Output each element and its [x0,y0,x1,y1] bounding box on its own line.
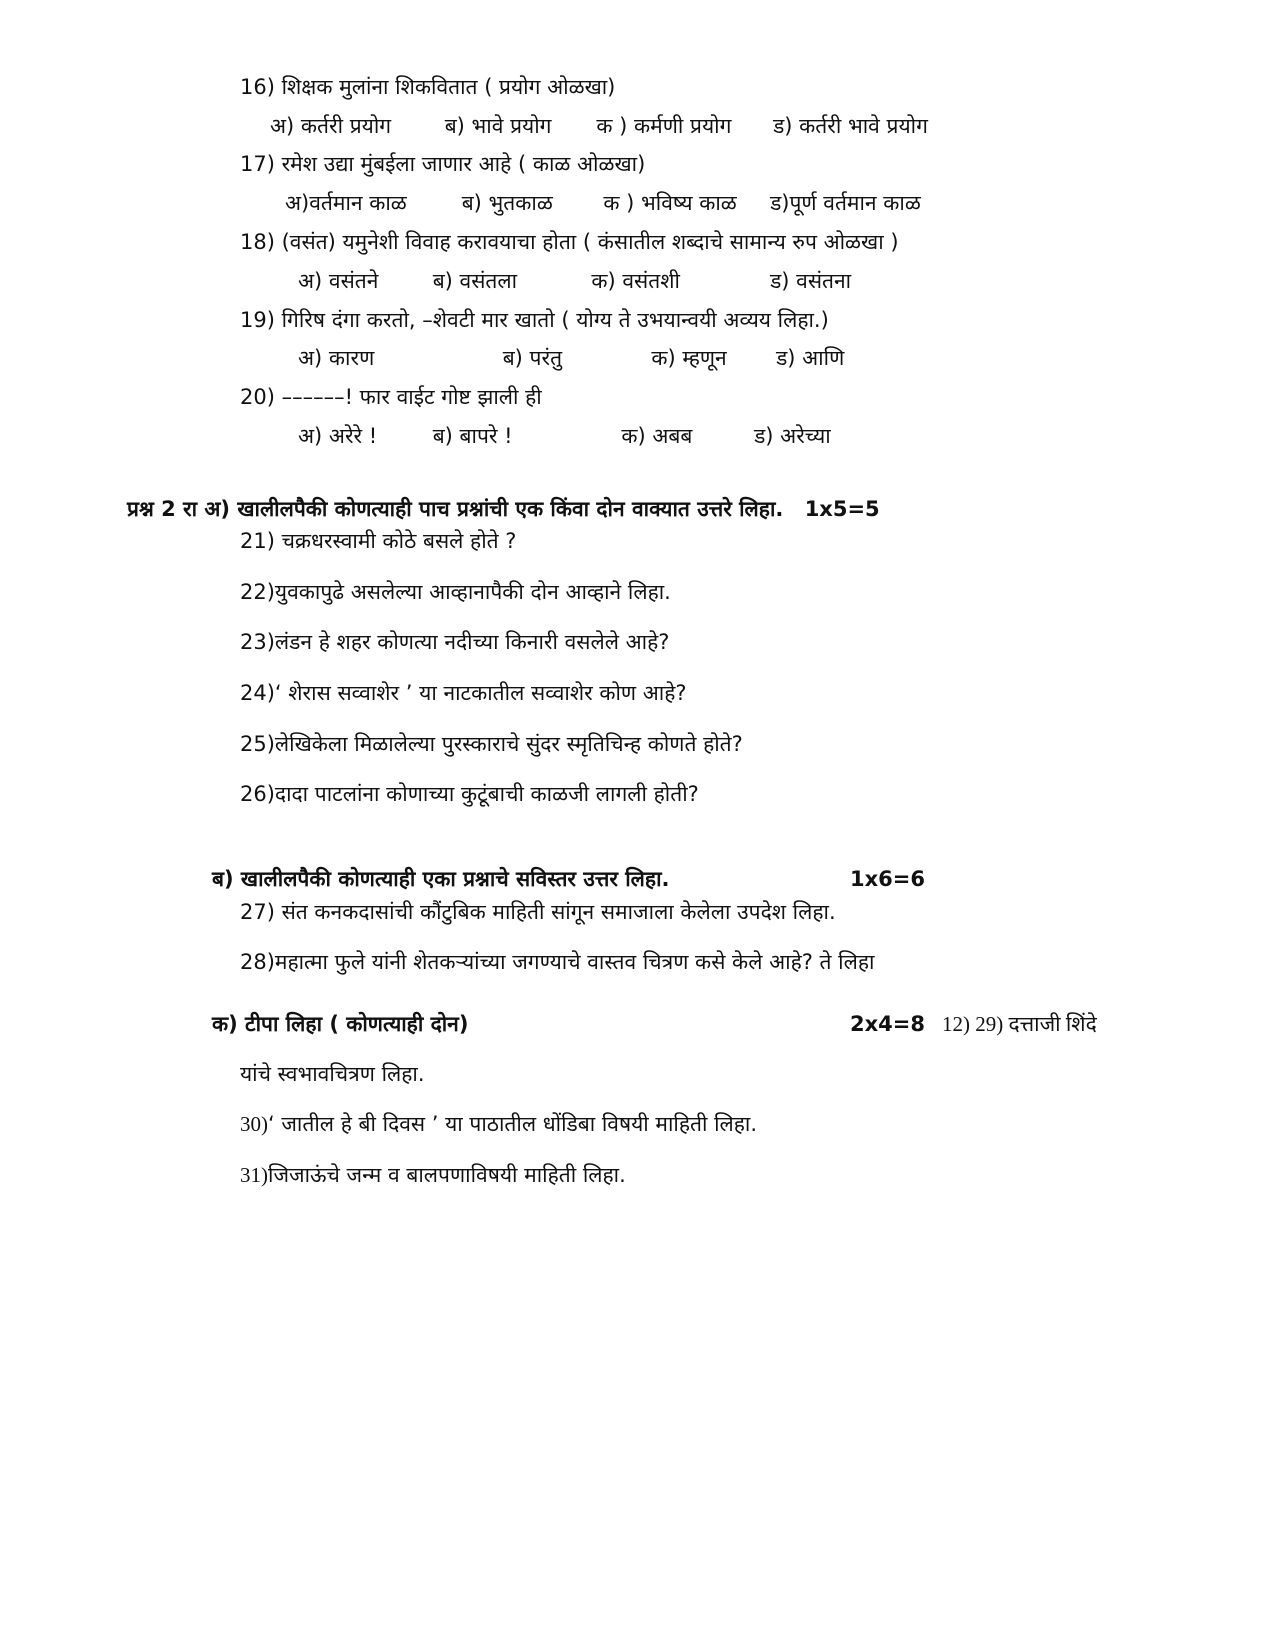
question-30-text: ‘ जातील हे बी दिवस ’ या पाठातील धोंडिबा विषयी माहिती लिहा. [268,1112,758,1136]
section-b-heading: ब) खालीलपैकी कोणत्याही एका प्रश्नाचे सविस्तर उत्तर लिहा. [212,867,670,891]
option: ब) वसंतला [432,269,518,293]
option: अ) कारण [298,346,375,370]
option: ब) बापरे ! [432,424,513,448]
question-28: 28)महात्मा फुले यांनी शेतकऱ्यांच्या जगण्याचे वास्तव चित्रण कसे केले आहे? ते लिहा [240,950,875,974]
question-29-continuation: यांचे स्वभावचित्रण लिहा. [240,1062,425,1086]
question-26: 26)दादा पाटलांना कोणाच्या कुटूंबाची काळजी लागली होती? [240,782,699,806]
question-30-number: 30) [240,1112,268,1136]
question-31-number: 31) [240,1163,268,1187]
section-2-heading [127,494,880,524]
question-16: 16) शिक्षक मुलांना शिकवितात ( प्रयोग ओळखा) [240,75,616,99]
option: ब) भुतकाळ [461,191,553,215]
question-29-inline: 12) 29) दत्ताजी शिंदे [942,1012,1097,1036]
option: ब) भावे प्रयोग [444,114,552,138]
question-20-options [298,421,831,451]
question-30 [240,1109,757,1139]
question-25: 25)लेखिकेला मिळालेल्या पुरस्काराचे सुंदर स्मृतिचिन्ह कोणते होते? [240,732,743,756]
option: ड) वसंतना [770,269,852,293]
option: क ) कर्मणी प्रयोग [596,114,732,138]
question-17-options [285,188,921,218]
question-18-options [298,266,851,296]
question-16-options [270,111,928,141]
question-19-options [298,343,844,373]
section-2-title: प्रश्न 2 रा अ) खालीलपैकी कोणत्याही पाच प्रश्नांची एक किंवा दोन वाक्यात उत्तरे लिहा. [127,497,784,521]
option: ड) कर्तरी भावे प्रयोग [773,114,928,138]
question-21: 21) चक्रधरस्वामी कोठे बसले होते ? [240,529,517,553]
option: क) म्हणून [651,346,727,370]
question-19: 19) गिरिष दंगा करतो, –शेवटी मार खातो ( योग्य ते उभयान्वयी अव्यय लिहा.) [240,308,829,332]
option: अ) कर्तरी प्रयोग [270,114,392,138]
option: क ) भविष्य काळ [603,191,737,215]
question-17: 17) रमेश उद्या मुंबईला जाणार आहे ( काळ ओळखा) [240,152,646,176]
question-18: 18) (वसंत) यमुनेशी विवाह करावयाचा होता ( कंसातील शब्दाचे सामान्य रुप ओळखा ) [240,230,899,254]
question-24: 24)‘ शेरास सव्वाशेर ’ या नाटकातील सव्वाशेर कोण आहे? [240,681,687,705]
option: अ)वर्तमान काळ [285,191,407,215]
option: ड)पूर्ण वर्तमान काळ [770,191,921,215]
question-31-text: जिजाऊंचे जन्म व बालपणाविषयी माहिती लिहा. [268,1163,626,1187]
section-c-heading: क) टीपा लिहा ( कोणत्याही दोन) [212,1012,469,1036]
option: ब) परंतु [502,346,563,370]
option: क) वसंतशी [591,269,680,293]
option: अ) वसंतने [298,269,379,293]
option: अ) अरेरे ! [298,424,378,448]
option: ड) आणि [776,346,845,370]
option: क) अबब [621,424,693,448]
question-27: 27) संत कनकदासांची कौंटुबिक माहिती सांगून समाजाला केलेला उपदेश लिहा. [240,900,836,924]
question-22: 22)युवकापुढे असलेल्या आव्हानापैकी दोन आव्हाने लिहा. [240,580,671,604]
option: ड) अरेच्या [754,424,831,448]
question-20: 20) ––––––! फार वाईट गोष्ट झाली ही [240,385,542,409]
question-23: 23)लंडन हे शहर कोणत्या नदीच्या किनारी वसलेले आहे? [240,630,670,654]
question-31 [240,1160,626,1190]
section-c-marks: 2x4=8 [850,1012,925,1036]
section-2-marks: 1x5=5 [804,497,880,521]
section-b-marks: 1x6=6 [850,867,925,891]
